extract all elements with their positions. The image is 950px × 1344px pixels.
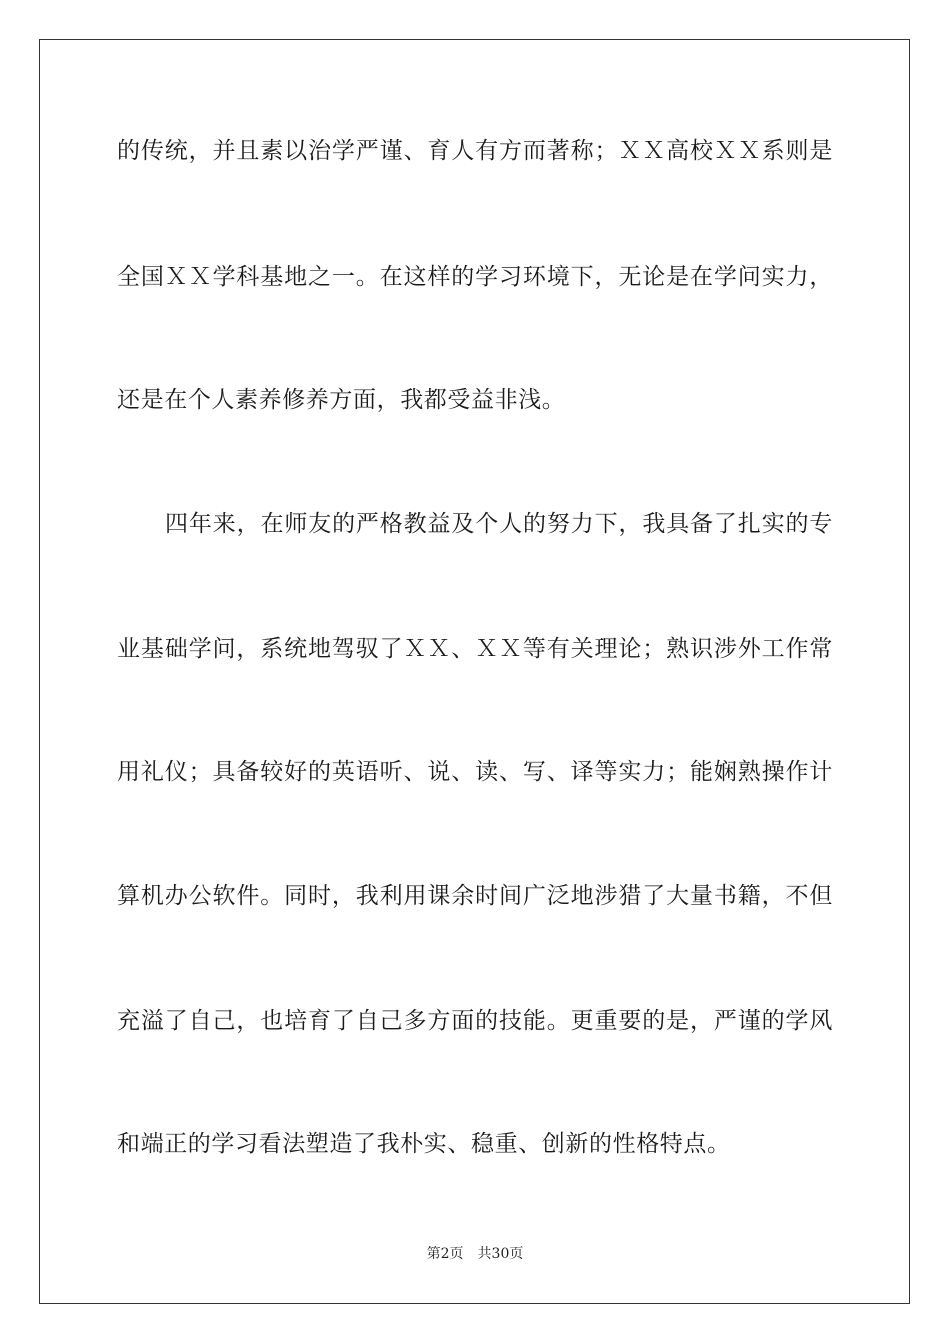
page-number: 第2页	[426, 1246, 464, 1262]
text-line-4: 四年来，在师友的严格教益及个人的努力下，我具备了扎实的专	[165, 511, 833, 537]
page-border	[39, 39, 910, 1304]
text-line-6: 用礼仪；具备较好的英语听、说、读、写、译等实力；能娴熟操作计	[117, 759, 833, 785]
text-line-7: 算机办公软件。同时，我利用课余时间广泛地涉猎了大量书籍，不但	[117, 883, 833, 909]
text-line-9: 和端正的学习看法塑造了我朴实、稳重、创新的性格特点。	[117, 1131, 731, 1157]
text-line-8: 充溢了自己，也培育了自己多方面的技能。更重要的是，严谨的学风	[117, 1008, 833, 1034]
page-footer	[0, 1245, 950, 1263]
text-line-1: 的传统，并且素以治学严谨、育人有方而著称；ＸＸ高校ＸＸ系则是	[117, 138, 833, 164]
text-line-2: 全国ＸＸ学科基地之一。在这样的学习环境下，无论是在学问实力，	[117, 264, 833, 290]
page-total: 共30页	[477, 1246, 524, 1262]
text-line-5: 业基础学问，系统地驾驭了ＸＸ、ＸＸ等有关理论；熟识涉外工作常	[117, 636, 833, 662]
text-line-3: 还是在个人素养修养方面，我都受益非浅。	[117, 387, 566, 413]
